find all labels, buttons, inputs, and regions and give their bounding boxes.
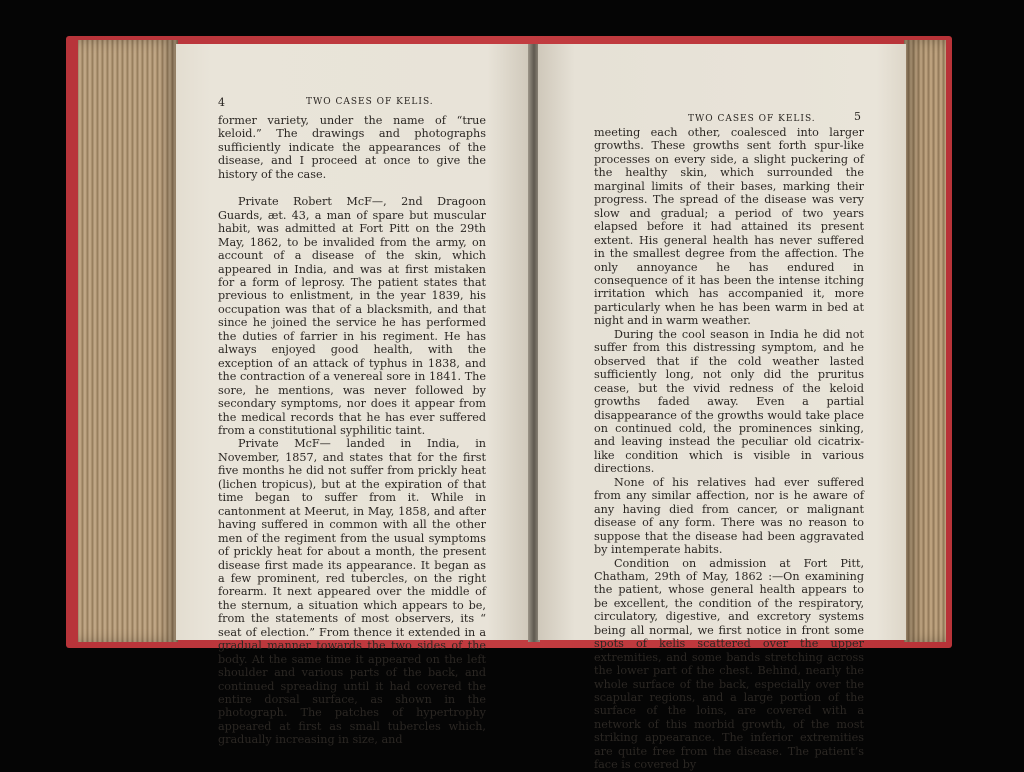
- right-page: [538, 44, 906, 772]
- paragraph: meeting each other, coalesced into larger growths. These growths sent forth spur-like processes on every side, a slight puckering of the healthy skin, which surrounded the marginal limits of their bases, marking their progress. The spread of the disease was very slow and gradual; a period of two years elapsed before it had attained its present extent. His general health has never suffered in the smallest degree from the affection. The only annoyance he has endured in consequence of it has been the intense itching irritation which has accompanied it, more particularly when he has been warm in bed at night and in warm weather.: [594, 126, 864, 328]
- paragraph: During the cool season in India he did not suffer from this distressing symptom, and he observed that if the cold weather lasted sufficiently long, not only did the pruritus cease, but the vivid redness of the keloid growths faded away. Even a partial disappearance of the growths would take place on continued cold, the prominences sinking, and leaving instead the peculiar old cicatrix-like condition which is visible in various directions.: [594, 327, 864, 476]
- left-page-body: [218, 114, 486, 747]
- left-page-edges: [78, 40, 178, 642]
- right-page-edges: [904, 40, 946, 642]
- paragraph: Private Robert McF—, 2nd Dragoon Guards, æt. 43, a man of spare but muscular habit, was admitted at Fort Pitt on the 29th May, 1862, to be invalided from the army, on account of a disease of the skin, which appeared in India, and was at first mistaken for a form of leprosy. The patient states that previous to enlistment, in the year 1839, his occupation was that of a blacksmith, and that since he joined the service he has performed the duties of farrier in his regiment. He has always enjoyed good health, with the exception of an attack of typhus in 1838, and the contraction of a venereal sore in 1841. The sore, he mentions, was never followed by secondary symptoms, nor does it appear from the medical records that he has ever suffered from a constitutional syphilitic taint.: [218, 195, 486, 437]
- paragraph: Private McF— landed in India, in November, 1857, and states that for the first five months he did not suffer from prickly heat (lichen tropicus), but at the expiration of that time began to suffer from it. While in cantonment at Meerut, in May, 1858, and after having suffered in common with all the other men of the regiment from the usual symptoms of prickly heat for about a month, the present disease first made its appearance. It began as a few prominent, red tubercles, on the right forearm. It next appeared over the middle of the sternum, a situation which appears to be, from the statements of most observers, its “ seat of election.” From thence it extended in a gradual manner towards the two sides of the body. At the same time it appeared on the left shoulder and various parts of the back, and continued spreading until it had covered the entire dorsal surface, as shown in the photograph. The patches of hypertrophy appeared at first as small tubercles which, gradually increasing in size, and: [218, 437, 486, 747]
- running-head: TWO CASES OF KELIS.: [306, 97, 434, 107]
- page-number: 4: [218, 96, 225, 109]
- right-page-body: [594, 126, 864, 772]
- paragraph: former variety, under the name of “true keloid.” The drawings and photographs sufficiently indicate the appearances of the disease, and I proceed at once to give the history of the case.: [218, 114, 486, 181]
- running-head: TWO CASES OF KELIS.: [688, 114, 816, 124]
- paragraph: None of his relatives had ever suffered from any similar affection, nor is he aware of any having died from cancer, or malignant disease of any form. There was no reason to suppose that the disease had been aggravated by intemperate habits.: [594, 475, 864, 557]
- left-page: [176, 44, 530, 747]
- paragraph: Condition on admission at Fort Pitt, Chatham, 29th of May, 1862 :—On examining the patient, whose general health appears to be excellent, the condition of the respiratory, circulatory, digestive, and excretory systems being all normal, we first notice in front some spots of kelis scattered over the upper extremities, and some bands stretching across the lower part of the chest. Behind, nearly the whole surface of the back, especially over the scapular regions, and a large portion of the surface of the loins, are covered with a network of this morbid growth, of the most striking appearance. The inferior extremities are quite free from the disease. The patient’s face is covered by: [594, 556, 864, 772]
- page-number: 5: [854, 110, 861, 123]
